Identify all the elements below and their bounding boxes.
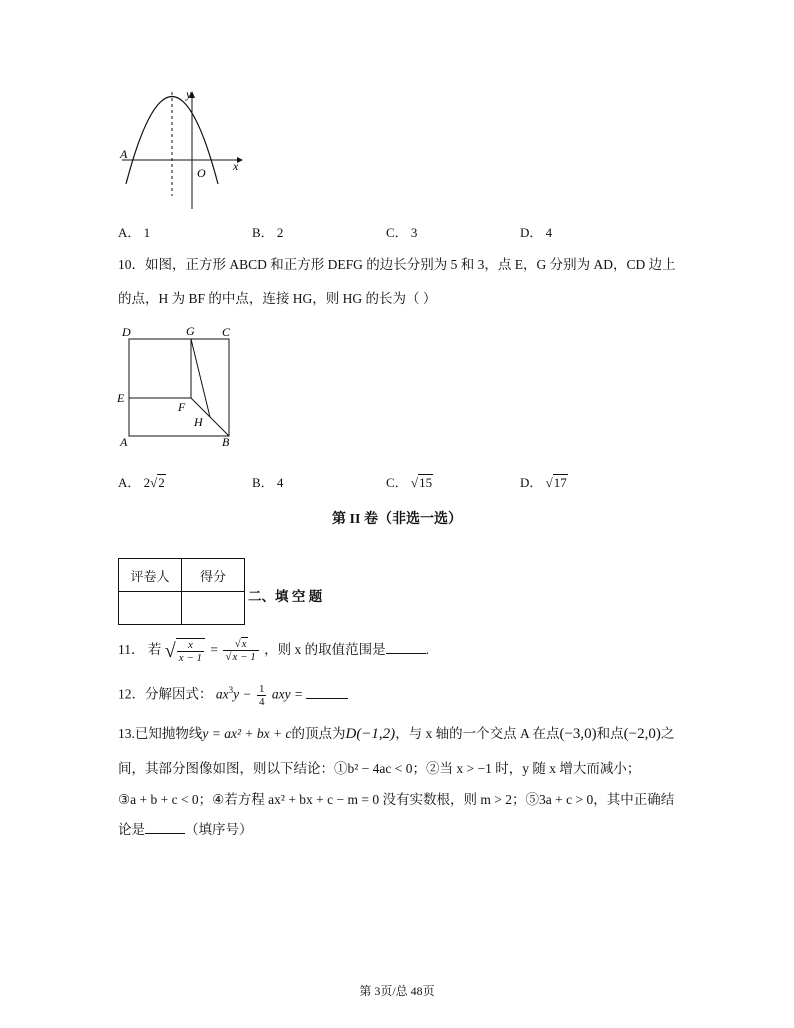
score-table-score-cell[interactable] xyxy=(182,592,245,625)
q13-stem-line2: 间，其部分图像如图，则以下结论：①b² − 4ac < 0；②当 x > −1 时，y 随 x 增大而减小； xyxy=(118,761,641,776)
q12-answer-blank[interactable] xyxy=(306,698,348,699)
page-footer: 第 3页/总 48页 xyxy=(359,984,435,998)
label-a: A xyxy=(120,435,128,449)
x-axis-label: x xyxy=(233,159,239,173)
section-title: 第 II 卷（非选一选） xyxy=(332,512,462,527)
y-axis-label: y xyxy=(186,87,192,101)
score-table xyxy=(118,558,245,625)
q10-option-d[interactable]: D． √17 xyxy=(520,475,567,490)
q10-option-c[interactable]: C． √15 xyxy=(386,475,433,490)
parabola-graph xyxy=(112,84,252,214)
point-a-label: A xyxy=(120,147,128,161)
label-c: C xyxy=(222,325,231,339)
q13-stem-line1: 13.已知抛物线y = ax² + bx + c的顶点为D(−1,2)，与 x 轴的一个交点 A 在点(−3,0)和点(−2,0)之 xyxy=(118,726,675,742)
q12-stem: 12．分解因式： $ax^3y$ − $\frac{1}{4}$ axy = xyxy=(118,677,348,708)
q9-option-b[interactable]: B． 2 xyxy=(252,225,284,240)
label-g: G xyxy=(186,324,195,338)
label-f: F xyxy=(178,400,186,414)
q9-option-a[interactable]: A． 1 xyxy=(118,225,151,240)
label-b: B xyxy=(222,435,230,449)
label-e: E xyxy=(117,391,125,405)
q9-option-c[interactable]: C． 3 xyxy=(386,225,418,240)
score-table-grader-cell[interactable] xyxy=(119,592,182,625)
square-figure xyxy=(112,322,242,450)
q10-option-b[interactable]: B． 4 xyxy=(252,475,284,490)
section-heading: 二、填 空 题 xyxy=(248,589,323,604)
q11-stem: 11． 若 √ $\frac{x}{x - 1}$ = $\frac{√x}{√x - 1}$ ，则 x 的取值范围是 . xyxy=(118,638,430,664)
label-d: D xyxy=(122,325,131,339)
score-table-header-score: 得分 xyxy=(182,559,245,592)
q13-stem-line3: ③a + b + c < 0；④若方程 ax² + bx + c − m = 0 没有实数根，则 m > 2；⑤3a + c > 0，其中正确结 xyxy=(118,792,675,807)
label-h: H xyxy=(194,415,203,429)
q10-stem-line2: 的点，H 为 BF 的中点，连接 HG，则 HG 的长为（ ） xyxy=(118,291,437,306)
q10-stem-line1: 10．如图，正方形 ABCD 和正方形 DEFG 的边长分别为 5 和 3，点 E，G 分别为 AD，CD 边上 xyxy=(118,257,676,272)
q10-option-a[interactable]: A． 2√2 xyxy=(118,475,165,490)
origin-label: O xyxy=(197,166,206,180)
q13-stem-line4: 论是 （填序号） xyxy=(118,822,253,837)
score-table-header-grader: 评卷人 xyxy=(119,559,182,592)
q9-option-d[interactable]: D． 4 xyxy=(520,225,553,240)
q11-answer-blank[interactable] xyxy=(386,653,426,654)
q13-answer-blank[interactable] xyxy=(145,833,185,834)
